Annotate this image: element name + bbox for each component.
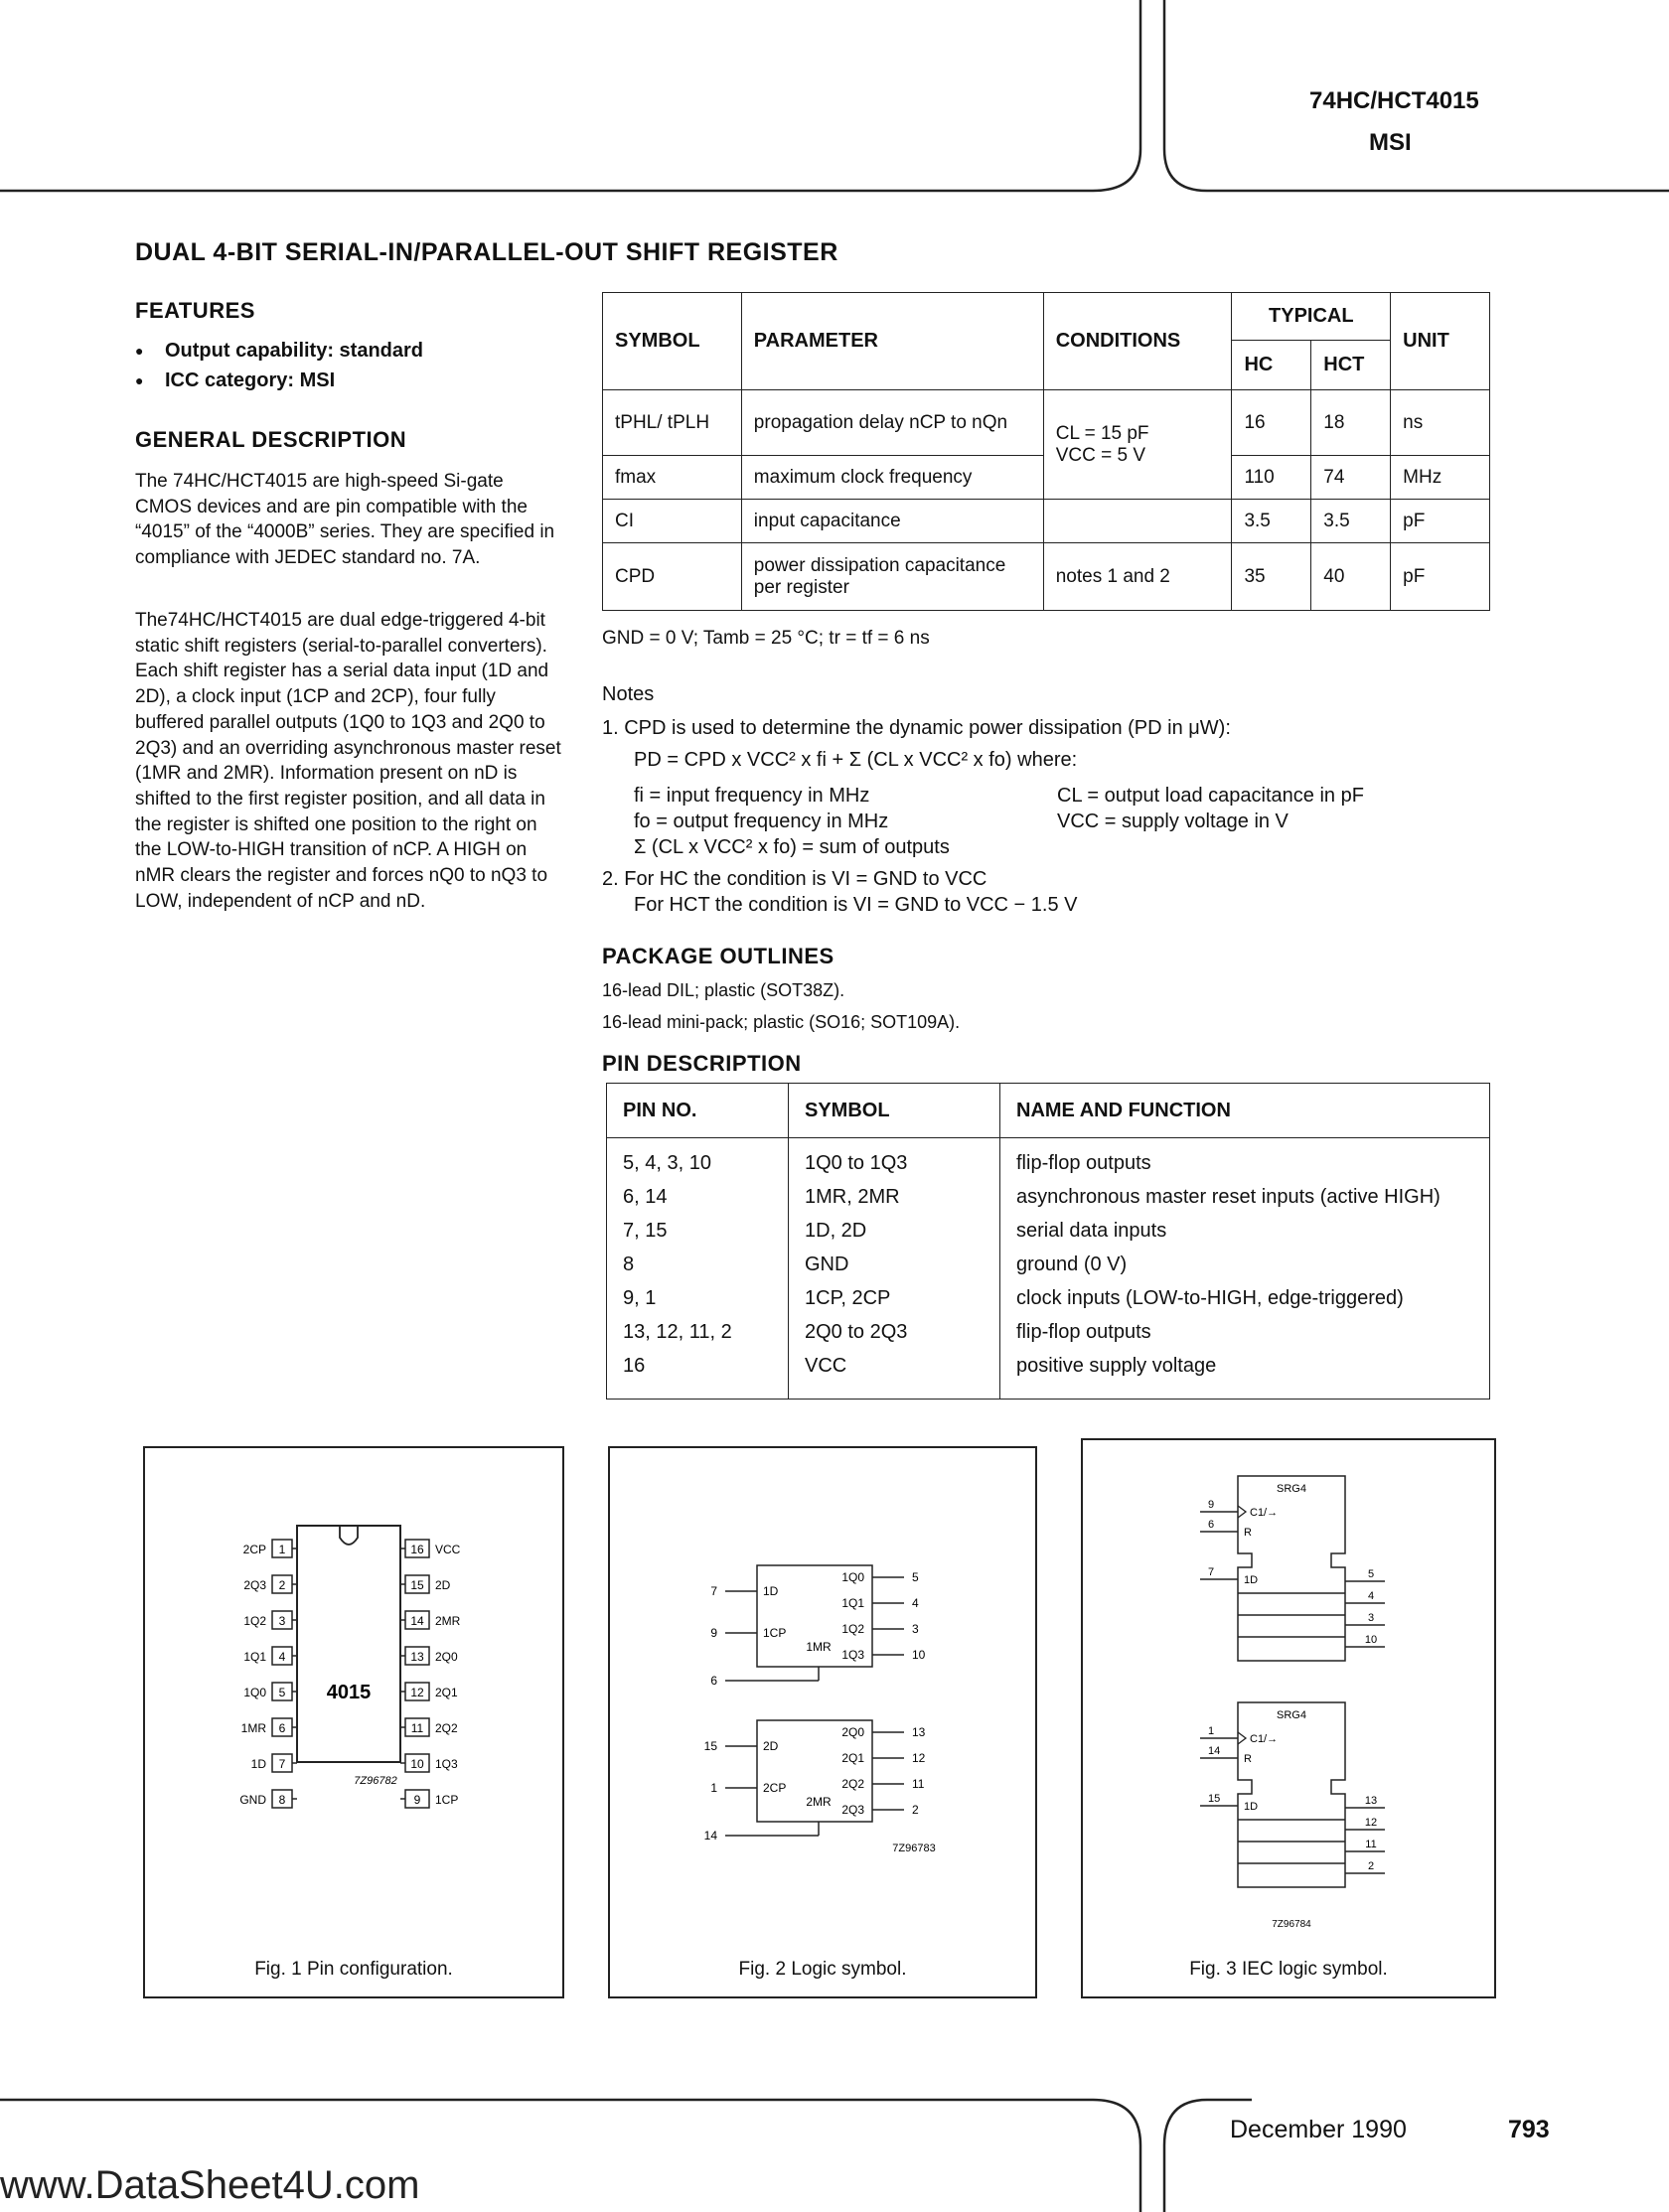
- output-label: 1Q0: [841, 1570, 864, 1584]
- qt-header-hc: HC: [1232, 341, 1311, 390]
- table-row: [607, 1355, 1490, 1400]
- clock-label: 1CP: [763, 1626, 787, 1640]
- qt-unit: pF: [1391, 543, 1490, 611]
- pin-number: 11: [1365, 1839, 1377, 1850]
- pin-label: 2MR: [435, 1614, 461, 1628]
- logic-diagram: [610, 1448, 1035, 1945]
- pin-group: [239, 1540, 460, 1808]
- pin-number: 12: [912, 1751, 926, 1765]
- pin-no: 6, 14: [607, 1186, 789, 1220]
- input-label: 1D: [1244, 1574, 1259, 1586]
- pin-number: 8: [278, 1793, 286, 1807]
- figure-3: [1081, 1438, 1496, 1998]
- table-row: [607, 1321, 1490, 1355]
- package-line-2: 16-lead mini-pack; plastic (SO16; SOT109A).: [602, 1012, 961, 1032]
- pin-symbol: GND: [789, 1253, 1000, 1287]
- figure-code: 7Z96783: [892, 1843, 936, 1854]
- qt-parameter: maximum clock frequency: [741, 456, 1043, 500]
- figure-code: 7Z96784: [1272, 1919, 1311, 1930]
- qt-conditions-cell: [1043, 390, 1232, 500]
- part-class: MSI: [1369, 129, 1412, 156]
- pin-header-symbol: SYMBOL: [789, 1084, 1000, 1138]
- output-label: 2Q2: [841, 1777, 864, 1791]
- notes-heading: Notes: [602, 683, 655, 705]
- pin-number: 9: [413, 1793, 421, 1807]
- qt-header-conditions: CONDITIONS: [1043, 293, 1232, 390]
- note-formula: PD = CPD x VCC² x fi + Σ (CL x VCC² x fo) where:: [634, 749, 1078, 771]
- figure-1: [143, 1446, 564, 1998]
- pin-number: 15: [1208, 1793, 1221, 1805]
- pin-number: 11: [912, 1777, 925, 1791]
- output-label: 1Q3: [841, 1648, 864, 1662]
- pin-func: serial data inputs: [1000, 1220, 1490, 1253]
- qt-footer: GND = 0 V; Tamb = 25 °C; tr = tf = 6 ns: [602, 628, 930, 649]
- srg-label: SRG4: [1277, 1709, 1306, 1721]
- pin-number: 15: [703, 1739, 717, 1753]
- pin-label: 1Q1: [243, 1650, 266, 1664]
- pin-func: flip-flop outputs: [1000, 1321, 1490, 1355]
- input-label: 1D: [763, 1584, 779, 1598]
- note-2b: For HCT the condition is VI = GND to VCC − 1.5 V: [634, 894, 1078, 916]
- pin-number: 4: [278, 1650, 286, 1664]
- output-label: 1Q1: [841, 1596, 864, 1610]
- input-label: 2D: [763, 1739, 779, 1753]
- table-row: [607, 1138, 1490, 1187]
- pin-heading: PIN DESCRIPTION: [602, 1051, 802, 1076]
- table-row: [607, 1220, 1490, 1253]
- general-heading: GENERAL DESCRIPTION: [135, 427, 407, 452]
- pin-number: 14: [1208, 1745, 1221, 1757]
- iec-group: [1200, 1476, 1385, 1930]
- qt-symbol: CI: [603, 500, 742, 543]
- note-vcc: VCC = supply voltage in V: [1057, 811, 1289, 832]
- note-fo: fo = output frequency in MHz: [634, 811, 889, 832]
- pin-func: flip-flop outputs: [1000, 1138, 1490, 1187]
- table-row: [607, 1287, 1490, 1321]
- pin-no: 7, 15: [607, 1220, 789, 1253]
- pin-label: 1D: [250, 1757, 266, 1771]
- clock-marker: [1238, 1732, 1246, 1744]
- figure-code: 7Z96782: [354, 1775, 397, 1787]
- footer-page: 793: [1508, 2116, 1550, 2143]
- iec-diagram: [1083, 1440, 1494, 1957]
- pin-number: 11: [410, 1721, 424, 1735]
- qt-unit: MHz: [1391, 456, 1490, 500]
- qt-unit: pF: [1391, 500, 1490, 543]
- pin-label: 1Q0: [243, 1686, 266, 1699]
- pin-label: 2D: [435, 1578, 451, 1592]
- pin-header-func: NAME AND FUNCTION: [1000, 1084, 1490, 1138]
- chip-body: [297, 1526, 400, 1762]
- pin-label: 1Q2: [243, 1614, 266, 1628]
- output-label: 2Q1: [841, 1751, 864, 1765]
- clock-label: C1/→: [1250, 1507, 1279, 1519]
- qt-conditions: notes 1 and 2: [1043, 543, 1232, 611]
- pin-number: 13: [912, 1725, 926, 1739]
- clock-label: 2CP: [763, 1781, 787, 1795]
- reset-label: 2MR: [806, 1795, 832, 1809]
- reset-label: 1MR: [806, 1640, 832, 1654]
- qt-header-unit: UNIT: [1391, 293, 1490, 390]
- pin-func: positive supply voltage: [1000, 1355, 1490, 1400]
- clock-label: C1/→: [1250, 1733, 1279, 1745]
- figure-2-caption: Fig. 2 Logic symbol.: [738, 1959, 907, 1980]
- pin-number: 12: [1364, 1817, 1378, 1829]
- pin-symbol: 1Q0 to 1Q3: [789, 1138, 1000, 1187]
- reset-label: R: [1244, 1753, 1252, 1765]
- qt-condition-vcc: VCC = 5 V: [1055, 444, 1146, 466]
- note-fi: fi = input frequency in MHz: [634, 785, 870, 807]
- qt-parameter: propagation delay nCP to nQn: [741, 390, 1043, 456]
- table-row: [607, 1186, 1490, 1220]
- pin-symbol: 1MR, 2MR: [789, 1186, 1000, 1220]
- pin-symbol: 1CP, 2CP: [789, 1287, 1000, 1321]
- general-p1: The 74HC/HCT4015 are high-speed Si-gate CMOS devices and are pin compatible with the “4015” of the “4000B” series. They are specified in compliance with JEDEC standard no. 7A.: [135, 471, 555, 569]
- pin-number: 2: [1367, 1860, 1375, 1872]
- qt-header-typical: TYPICAL: [1232, 293, 1391, 341]
- footer-date: December 1990: [1230, 2116, 1407, 2143]
- clock-marker: [1238, 1506, 1246, 1518]
- general-p2: The74HC/HCT4015 are dual edge-triggered 4-bit static shift registers (serial-to-parallel converters). Each shift register has a serial data input (1D and 2D), a clock input (1CP and 2CP), four fully buffered parallel outputs (1Q0 to 1Q3 and 2Q0 to 2Q3) and an overriding asynchronous master reset (1MR and 2MR). Information present on nD is shifted to the first register position, and all data in the register is shifted one position to the right on the LOW-to-HIGH transition of nCP. A HIGH on nMR clears the register and forces nQ0 to nQ3 to LOW, independent of nCP and nD.: [135, 610, 561, 912]
- pin-number: 2: [912, 1803, 919, 1817]
- package-line-1: 16-lead DIL; plastic (SOT38Z).: [602, 980, 845, 1000]
- reset-label: R: [1244, 1527, 1252, 1539]
- features-heading: FEATURES: [135, 298, 255, 323]
- pin-no: 13, 12, 11, 2: [607, 1321, 789, 1355]
- pin-number: 4: [912, 1596, 919, 1610]
- pin-number: 14: [410, 1614, 424, 1628]
- note-1: 1. CPD is used to determine the dynamic power dissipation (PD in μW):: [602, 717, 1231, 739]
- pin-symbol: 1D, 2D: [789, 1220, 1000, 1253]
- logic-group: [704, 1565, 936, 1854]
- figure-1-caption: Fig. 1 Pin configuration.: [254, 1959, 453, 1980]
- pin-func: ground (0 V): [1000, 1253, 1490, 1287]
- chip-label: 4015: [326, 1682, 372, 1703]
- feature-item: ● Output capability: standard: [135, 336, 423, 366]
- qt-hc: 35: [1232, 543, 1311, 611]
- page-title: DUAL 4-BIT SERIAL-IN/PARALLEL-OUT SHIFT REGISTER: [135, 238, 838, 266]
- qt-symbol: fmax: [603, 456, 742, 500]
- pin-label: 1CP: [435, 1793, 459, 1807]
- qt-hct: 3.5: [1311, 500, 1391, 543]
- pin-label: 2CP: [242, 1543, 266, 1556]
- pin-diagram: [145, 1448, 562, 1945]
- footer-watermark: www.DataSheet4U.com: [0, 2163, 420, 2207]
- pin-number: 4: [1367, 1590, 1375, 1602]
- pin-number: 9: [1208, 1499, 1215, 1511]
- pin-label: 2Q3: [243, 1578, 266, 1592]
- pin-number: 6: [278, 1721, 286, 1735]
- pin-number: 9: [710, 1626, 717, 1640]
- pin-number: 5: [1367, 1568, 1375, 1580]
- qt-hct: 40: [1311, 543, 1391, 611]
- pin-header-no: PIN NO.: [607, 1084, 789, 1138]
- pin-number: 6: [710, 1674, 717, 1688]
- qt-conditions: [1043, 500, 1232, 543]
- feature-item: ● ICC category: MSI: [135, 366, 423, 395]
- pin-no: 9, 1: [607, 1287, 789, 1321]
- figure-3-caption: Fig. 3 IEC logic symbol.: [1189, 1959, 1388, 1980]
- pin-number: 1: [278, 1543, 286, 1556]
- pin-label: 2Q0: [435, 1650, 458, 1664]
- quick-reference-table: [602, 292, 1490, 611]
- pin-no: 5, 4, 3, 10: [607, 1138, 789, 1187]
- pin-number: 13: [1364, 1795, 1378, 1807]
- qt-header-symbol: SYMBOL: [603, 293, 742, 390]
- pin-func: asynchronous master reset inputs (active HIGH): [1000, 1186, 1490, 1220]
- qt-symbol: CPD: [603, 543, 742, 611]
- pin-number: 10: [1364, 1634, 1378, 1646]
- qt-header-parameter: PARAMETER: [741, 293, 1043, 390]
- qt-parameter: power dissipation capacitance per register: [741, 543, 1043, 611]
- pin-label: 1Q3: [435, 1757, 458, 1771]
- srg-label: SRG4: [1277, 1483, 1306, 1495]
- pin-label: VCC: [435, 1543, 461, 1556]
- qt-hct: 18: [1311, 390, 1391, 456]
- pin-number: 6: [1208, 1519, 1215, 1531]
- pin-symbol: VCC: [789, 1355, 1000, 1400]
- qt-hc: 16: [1232, 390, 1311, 456]
- package-heading: PACKAGE OUTLINES: [602, 944, 834, 968]
- table-row: [607, 1253, 1490, 1287]
- qt-hct: 74: [1311, 456, 1391, 500]
- pin-number: 15: [410, 1578, 424, 1592]
- pin-label: 2Q2: [435, 1721, 458, 1735]
- pin-number: 12: [410, 1686, 424, 1699]
- pin-table: [606, 1083, 1490, 1400]
- chip-notch: [340, 1526, 358, 1545]
- pin-label: 1MR: [240, 1721, 266, 1735]
- qt-parameter: input capacitance: [741, 500, 1043, 543]
- pin-no: 8: [607, 1253, 789, 1287]
- output-label: 1Q2: [841, 1622, 864, 1636]
- pin-number: 3: [1367, 1612, 1375, 1624]
- features-list: [105, 336, 423, 395]
- note-cl: CL = output load capacitance in pF: [1057, 785, 1364, 807]
- qt-condition-cl: CL = 15 pF: [1055, 422, 1149, 444]
- pin-number: 14: [703, 1829, 717, 1843]
- pin-number: 2: [278, 1578, 286, 1592]
- pin-no: 16: [607, 1355, 789, 1400]
- qt-header-hct: HCT: [1311, 341, 1391, 390]
- pin-number: 5: [912, 1570, 919, 1584]
- note-2a: 2. For HC the condition is VI = GND to VCC: [602, 868, 987, 890]
- pin-number: 10: [410, 1757, 424, 1771]
- pin-number: 3: [912, 1622, 919, 1636]
- pin-number: 5: [278, 1686, 286, 1699]
- pin-symbol: 2Q0 to 2Q3: [789, 1321, 1000, 1355]
- note-sum: Σ (CL x VCC² x fo) = sum of outputs: [634, 836, 950, 858]
- input-label: 1D: [1244, 1801, 1259, 1813]
- qt-hc: 110: [1232, 456, 1311, 500]
- pin-number: 16: [410, 1543, 424, 1556]
- pin-label: 2Q1: [435, 1686, 458, 1699]
- figure-2: [608, 1446, 1037, 1998]
- iec-block: [1238, 1476, 1345, 1661]
- output-label: 2Q3: [841, 1803, 864, 1817]
- pin-func: clock inputs (LOW-to-HIGH, edge-triggered): [1000, 1287, 1490, 1321]
- qt-symbol: tPHL/ tPLH: [603, 390, 742, 456]
- qt-unit: ns: [1391, 390, 1490, 456]
- pin-number: 7: [1208, 1566, 1215, 1578]
- pin-number: 1: [710, 1781, 717, 1795]
- iec-block: [1238, 1702, 1345, 1887]
- pin-number: 3: [278, 1614, 286, 1628]
- pin-number: 13: [410, 1650, 424, 1664]
- qt-hc: 3.5: [1232, 500, 1311, 543]
- pin-number: 10: [912, 1648, 926, 1662]
- pin-number: 1: [1208, 1725, 1215, 1737]
- part-number: 74HC/HCT4015: [1309, 87, 1479, 114]
- pin-label: GND: [239, 1793, 266, 1807]
- pin-number: 7: [278, 1757, 286, 1771]
- output-label: 2Q0: [841, 1725, 864, 1739]
- pin-number: 7: [710, 1584, 717, 1598]
